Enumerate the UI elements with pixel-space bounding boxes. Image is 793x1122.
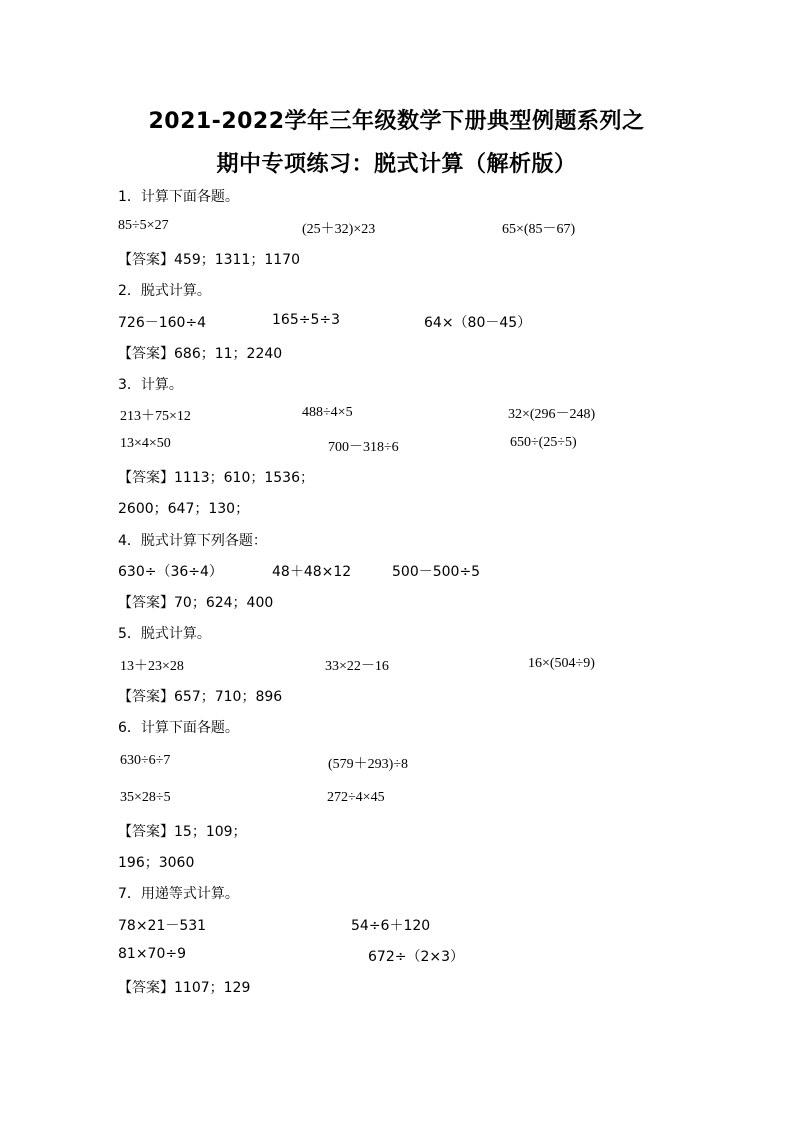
question-7-expression-4: 672÷（2×3） — [368, 949, 464, 965]
question-6-answer-line2: 196；3060 — [118, 855, 195, 871]
question-3-heading: 3．计算。 — [118, 377, 183, 393]
question-4-expression-1: 630÷（36÷4） — [118, 564, 223, 580]
question-2-expression-2: 165÷5÷3 — [272, 312, 340, 328]
question-7-expression-1: 78×21－531 — [118, 918, 207, 934]
question-3-expression-4: 13×4×50 — [120, 436, 171, 451]
question-2-expression-1: 726－160÷4 — [118, 315, 207, 331]
question-7-expression-3: 81×70÷9 — [118, 946, 186, 962]
question-6-expression-1: 630÷6÷7 — [120, 753, 171, 768]
question-3-answer-line2: 2600；647；130； — [118, 501, 250, 517]
question-3-expression-1: 213＋75×12 — [120, 409, 191, 424]
question-4-heading: 4．脱式计算下列各题： — [118, 533, 267, 549]
question-5-expression-3: 16×(504÷9) — [528, 656, 595, 671]
question-4-expression-2: 48＋48×12 — [272, 564, 352, 580]
question-6-expression-3: 35×28÷5 — [120, 790, 171, 805]
question-1-answer: 【答案】459；1311；1170 — [118, 252, 300, 268]
question-3-expression-6: 650÷(25÷5) — [510, 435, 577, 450]
question-2-answer: 【答案】686；11；2240 — [118, 346, 283, 362]
question-6-expression-2: (579＋293)÷8 — [328, 757, 409, 772]
question-4-expression-3: 500－500÷5 — [392, 564, 481, 580]
question-2-expression-3: 64×（80－45） — [424, 315, 532, 331]
question-7-answer: 【答案】1107；129 — [118, 980, 251, 996]
question-5-answer: 【答案】657；710；896 — [118, 689, 283, 705]
document-title-line1: 2021-2022学年三年级数学下册典型例题系列之 — [148, 109, 645, 134]
question-5-heading: 5．脱式计算。 — [118, 626, 211, 642]
question-6-answer-line1: 【答案】15；109； — [118, 824, 247, 840]
question-5-expression-2: 33×22－16 — [325, 659, 389, 674]
question-1-expression-1: 85÷5×27 — [118, 218, 169, 233]
question-7-expression-2: 54÷6＋120 — [351, 918, 431, 934]
question-3-expression-5: 700－318÷6 — [328, 440, 399, 455]
question-3-expression-3: 32×(296－248) — [508, 407, 596, 422]
question-6-heading: 6．计算下面各题。 — [118, 720, 239, 736]
question-4-answer: 【答案】70；624；400 — [118, 595, 274, 611]
question-3-expression-2: 488÷4×5 — [302, 405, 353, 420]
question-5-expression-1: 13＋23×28 — [120, 659, 184, 674]
question-6-expression-4: 272÷4×45 — [327, 790, 385, 805]
question-7-heading: 7．用递等式计算。 — [118, 886, 239, 902]
question-1-heading: 1．计算下面各题。 — [118, 189, 239, 205]
question-2-heading: 2．脱式计算。 — [118, 283, 211, 299]
document-title-line2: 期中专项练习：脱式计算（解析版） — [216, 152, 577, 177]
question-1-expression-2: (25＋32)×23 — [302, 222, 376, 237]
question-1-expression-3: 65×(85－67) — [502, 222, 576, 237]
question-3-answer-line1: 【答案】1113；610；1536； — [118, 470, 314, 486]
